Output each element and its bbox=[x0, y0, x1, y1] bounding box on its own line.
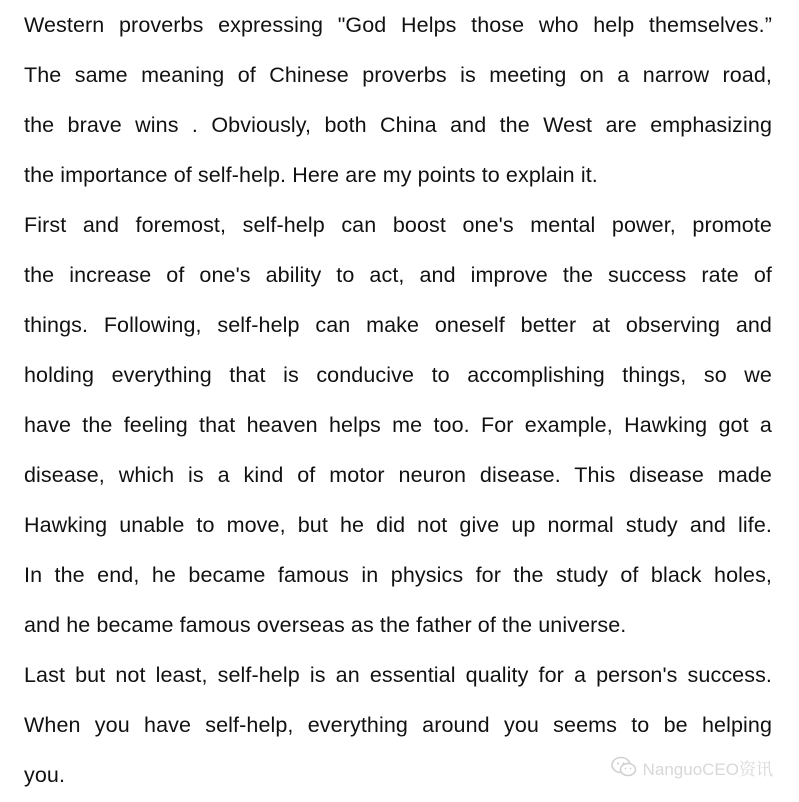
text-line-9: have the feeling that heaven helps me too. For example, Hawking got a bbox=[24, 413, 772, 437]
text-line-1: Western proverbs expressing "God Helps those who help themselves.” bbox=[24, 13, 772, 37]
text-line-2: The same meaning of Chinese proverbs is meeting on a narrow road, bbox=[24, 63, 772, 87]
text-line-4: the importance of self-help. Here are my points to explain it. bbox=[24, 163, 598, 187]
text-line-16: you. bbox=[24, 763, 66, 787]
text-line-8: holding everything that is conducive to accomplishing things, so we bbox=[24, 363, 772, 387]
watermark-text: NanguoCEO资讯 bbox=[642, 759, 773, 779]
text-line-6: the increase of one's ability to act, and improve the success rate of bbox=[24, 263, 772, 287]
wechat-icon bbox=[611, 756, 637, 778]
text-line-14: Last but not least, self-help is an essential quality for a person's success. bbox=[24, 663, 772, 687]
text-line-3: the brave wins . Obviously, both China and the West are emphasizing bbox=[24, 113, 772, 137]
text-line-11: Hawking unable to move, but he did not give up normal study and life. bbox=[24, 513, 772, 537]
text-line-10: disease, which is a kind of motor neuron disease. This disease made bbox=[24, 463, 772, 487]
text-line-5: First and foremost, self-help can boost one's mental power, promote bbox=[24, 213, 772, 237]
text-line-12: In the end, he became famous in physics for the study of black holes, bbox=[24, 563, 772, 587]
text-line-13: and he became famous overseas as the father of the universe. bbox=[24, 613, 627, 637]
text-line-7: things. Following, self-help can make oneself better at observing and bbox=[24, 313, 772, 337]
text-line-15: When you have self-help, everything around you seems to be helping bbox=[24, 713, 772, 737]
watermark bbox=[611, 752, 773, 782]
